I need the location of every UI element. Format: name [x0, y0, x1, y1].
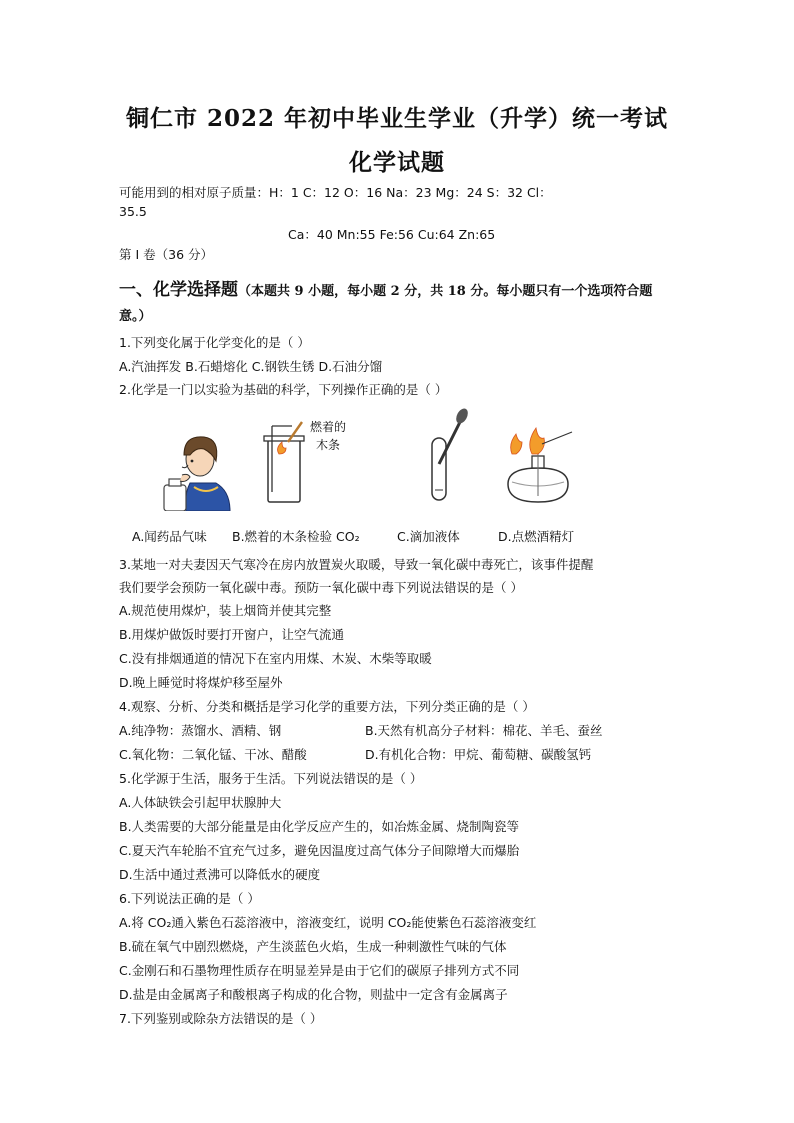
alcohol-lamp-figure: [498, 424, 578, 508]
smell-reagent-figure: [160, 425, 232, 511]
q3-option-d: D.晚上睡觉时将煤炉移至屋外: [119, 675, 283, 690]
q5-option-c: C.夏天汽车轮胎不宜充气过多，避免因温度过高气体分子间隙增大而爆胎: [119, 843, 520, 858]
q3-stem-line1: 3.某地一对夫妻因天气寒冷在房内放置炭火取暖，导致一氧化碳中毒死亡，该事件提醒: [119, 557, 594, 572]
atomic-mass-line-2: 35.5: [119, 204, 147, 219]
volume-label: 第 I 卷（36 分）: [119, 247, 214, 262]
q3-stem-line2: 我们要学会预防一氧化碳中毒。预防一氧化碳中毒下列说法错误的是（ ）: [119, 580, 523, 595]
q2-stem: 2.化学是一门以实验为基础的科学，下列操作正确的是（ ）: [119, 382, 448, 397]
q6-option-a: A.将 CO₂通入紫色石蕊溶液中，溶液变红，说明 CO₂能使紫色石蕊溶液变红: [119, 915, 537, 930]
q4-option-d: D.有机化合物：甲烷、葡萄糖、碳酸氢钙: [365, 747, 592, 762]
q5-option-d: D.生活中通过煮沸可以降低水的硬度: [119, 867, 321, 882]
q6-option-b: B.硫在氧气中剧烈燃烧，产生淡蓝色火焰，生成一种刺激性气味的气体: [119, 939, 507, 954]
q7-stem: 7.下列鉴别或除杂方法错误的是（ ）: [119, 1011, 323, 1026]
q2-caption-a: A.闻药品气味: [132, 529, 207, 544]
q5-stem: 5.化学源于生活，服务于生活。下列说法错误的是（ ）: [119, 771, 423, 786]
q1-options: A.汽油挥发 B.石蜡熔化 C.钢铁生锈 D.石油分馏: [119, 359, 383, 374]
q6-option-c: C.金刚石和石墨物理性质存在明显差异是由于它们的碳原子排列方式不同: [119, 963, 520, 978]
q4-option-c: C.氧化物：二氧化锰、干冰、醋酸: [119, 747, 307, 762]
q2-caption-d: D.点燃酒精灯: [498, 529, 575, 544]
q3-option-c: C.没有排烟通道的情况下在室内用煤、木炭、木柴等取暖: [119, 651, 432, 666]
dropper-test-tube-figure: [420, 404, 470, 504]
q5-option-a: A.人体缺铁会引起甲状腺肿大: [119, 795, 282, 810]
q1-stem: 1.下列变化属于化学变化的是（ ）: [119, 335, 310, 350]
atomic-mass-line-1: 可能用到的相对原子质量：H：1 C：12 O：16 Na：23 Mg：24 S：32 Cl：: [119, 185, 552, 200]
q2-caption-c: C.滴加液体: [397, 529, 460, 544]
q3-option-a: A.规范使用煤炉，装上烟筒并使其完整: [119, 603, 332, 618]
section-instructions: （本题共 9 小题，每小题 2 分，共 18 分。每小题只有一个选项符合题: [238, 284, 653, 299]
q6-stem: 6.下列说法正确的是（ ）: [119, 891, 260, 906]
q4-option-a: A.纯净物：蒸馏水、酒精、钢: [119, 723, 282, 738]
section-title: 一、化学选择题: [119, 280, 238, 300]
q6-option-d: D.盐是由金属离子和酸根离子构成的化合物，则盐中一定含有金属离子: [119, 987, 508, 1002]
figure-b-label-line2: 木条: [316, 438, 341, 452]
q5-option-b: B.人类需要的大部分能量是由化学反应产生的，如冶炼金属、烧制陶瓷等: [119, 819, 520, 834]
exam-title: 铜仁市 2022 年初中毕业生学业（升学）统一考试: [125, 105, 669, 132]
exam-subject-title: 化学试题: [349, 149, 445, 176]
q4-stem: 4.观察、分析、分类和概括是学习化学的重要方法，下列分类正确的是（ ）: [119, 699, 535, 714]
burning-stick-figure: [262, 420, 308, 504]
figure-b-label-line1: 燃着的: [310, 420, 347, 434]
section-instructions-cont: 意。）: [119, 309, 152, 324]
q4-option-b: B.天然有机高分子材料：棉花、羊毛、蚕丝: [365, 723, 603, 738]
q2-caption-b: B.燃着的木条检验 CO₂: [232, 529, 360, 544]
section-heading: [119, 275, 652, 300]
atomic-mass-line-3: Ca：40 Mn:55 Fe:56 Cu:64 Zn:65: [288, 227, 496, 242]
q3-option-b: B.用煤炉做饭时要打开窗户，让空气流通: [119, 627, 345, 642]
